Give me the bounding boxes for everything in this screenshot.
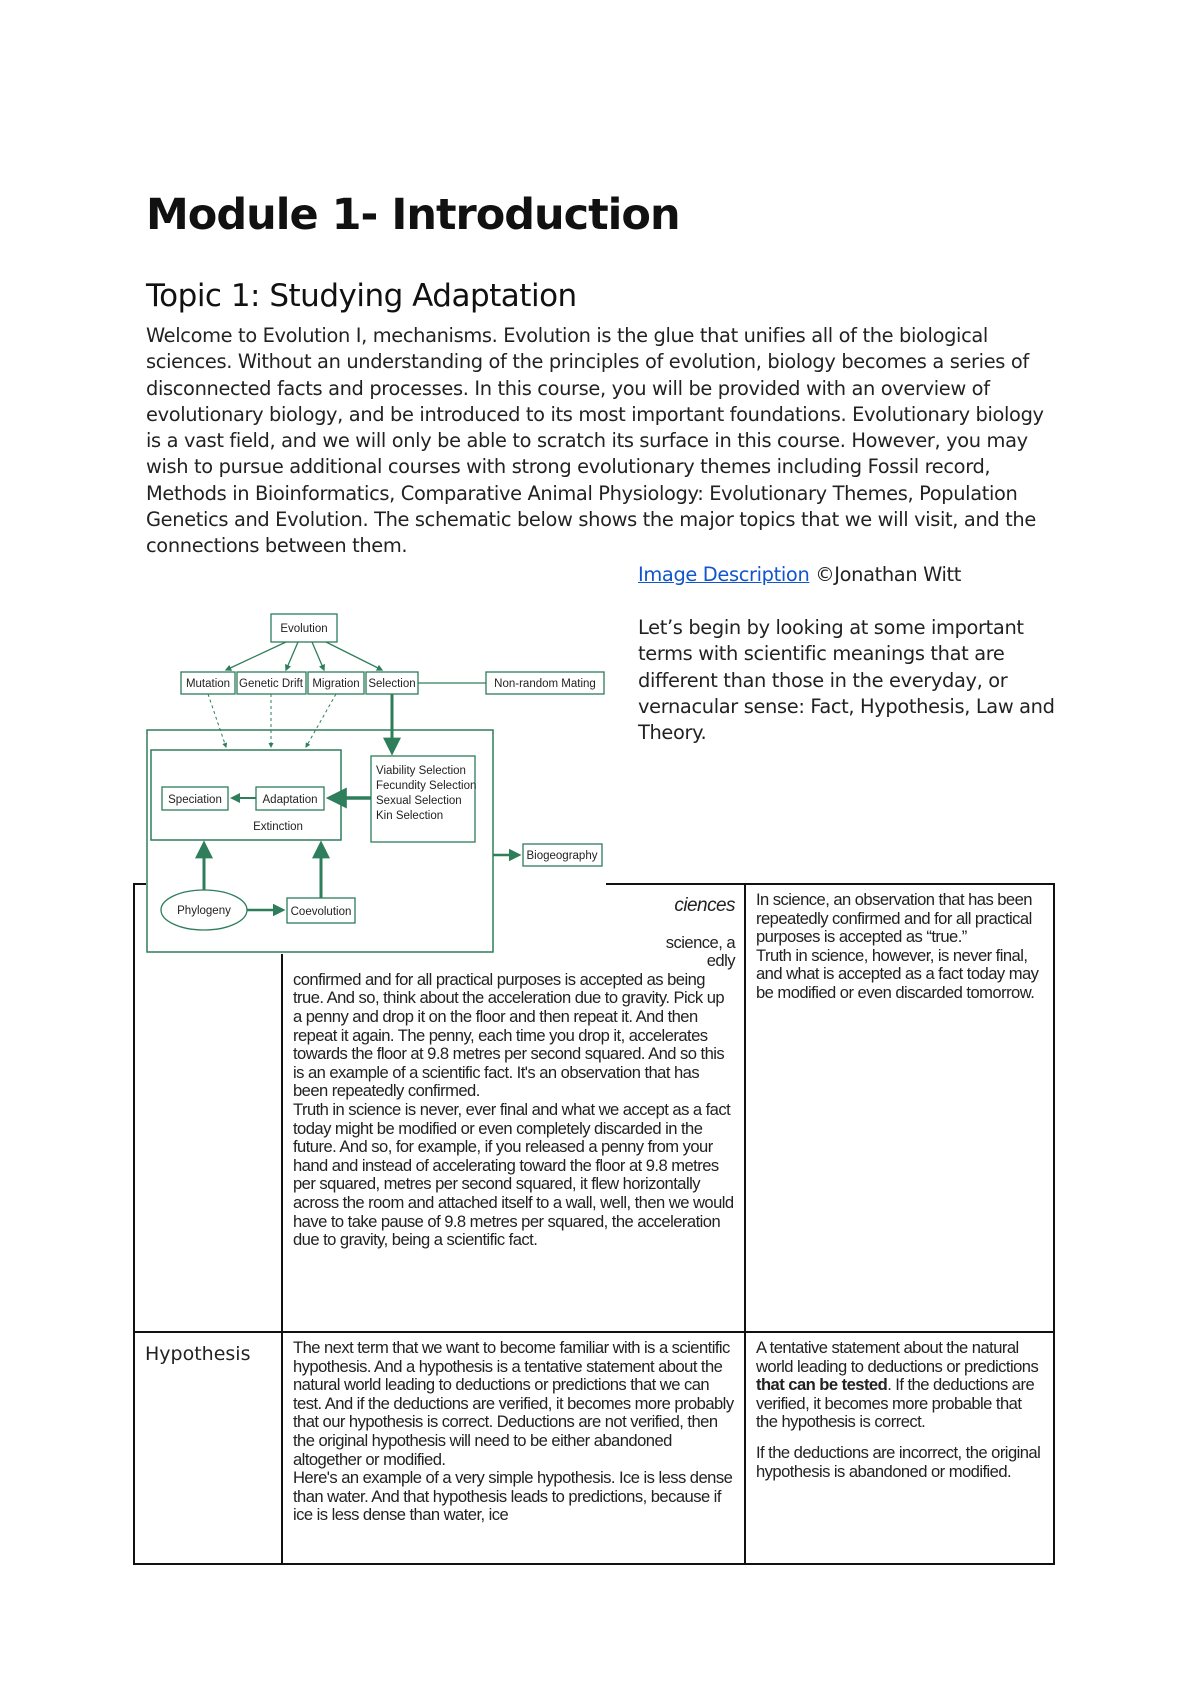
hypothesis-transcript-p1: The next term that we want to become familiar with is a scientific hypothesis. And a hypothesis is a tentative statement about the natural world leading to deductions or predictions that we can test. And if the deductions are verified, it becomes more probably that our hypothesis is correct. Deductions are not verified, then the original hypothesis will need to be either abandoned altogether or modified. — [293, 1338, 734, 1469]
page-title: Module 1- Introduction — [146, 190, 680, 240]
term-cell-hypothesis: Hypothesis — [134, 1332, 282, 1564]
fact-partial-line2: edly — [706, 951, 735, 971]
topic-heading: Topic 1: Studying Adaptation — [146, 278, 577, 314]
fact-partial-line: science, a — [665, 932, 735, 952]
label-viability-selection: Viability Selection — [376, 765, 466, 777]
terms-table — [133, 883, 1055, 1565]
label-kin-selection: Kin Selection — [376, 810, 444, 822]
label-genetic-drift: Genetic Drift — [239, 678, 303, 690]
table-row-hypothesis — [134, 1332, 1054, 1564]
hypothesis-transcript-p2: Here's an example of a very simple hypothesis. Ice is less dense than water. And that hypothesis leads to predictions, because if ice is less dense than water, ice — [293, 1468, 733, 1525]
image-credit — [638, 562, 1078, 588]
label-migration: Migration — [312, 678, 360, 690]
label-fecundity-selection: Fecundity Selection — [376, 780, 477, 792]
outer-box — [147, 730, 493, 952]
label-sexual-selection: Sexual Selection — [376, 795, 462, 807]
hypothesis-definition-p1: A tentative statement about the natural world leading to deductions or predictions that can be tested. If the deductions are verified, it becomes more probable that the hypothesis is correct. — [756, 1338, 1039, 1432]
fact-definition-p2: Truth in science, however, is never final, and what is accepted as a fact today may be modified or even discarded tomorrow. — [756, 945, 1039, 1002]
fact-definition-cell — [745, 884, 1054, 1332]
label-evolution: Evolution — [280, 623, 328, 635]
hypothesis-definition-cell — [745, 1332, 1054, 1564]
label-coevolution: Coevolution — [290, 906, 352, 918]
credit-text: ©Jonathan Witt — [815, 563, 962, 586]
evolution-schematic — [146, 604, 606, 954]
terms-intro-paragraph: Let’s begin by looking at some important terms with scientific meanings that are different than those in the everyday, or vernacular sense: Fact, Hypothesis, Law and Theory. — [638, 616, 1055, 745]
label-extinction: Extinction — [253, 821, 303, 833]
label-mutation: Mutation — [185, 678, 231, 690]
fact-transcript-p2: Truth in science is never, ever final and what we accept as a fact today might be modified or even completely discarded in the future. And so, for example, if you released a penny from your hand and instead of accelerating toward the floor at 9.8 metres per squared, metres per second squared, it flew horizontally across the room and attached itself to a wall, well, then we would have to take pause of 9.8 metres per squared, the acceleration due to gravity, being a scientific fact. — [293, 1099, 734, 1250]
label-phylogeny: Phylogeny — [177, 905, 231, 917]
fact-partial-heading: ciences — [674, 895, 735, 916]
hypothesis-video-cell — [282, 1332, 745, 1564]
intro-paragraph: Welcome to Evolution I, mechanisms. Evolution is the glue that unifies all of the biological sciences. Without an understanding of the principles of evolution, biology becomes a series of disconnected facts and processes. In this course, you will be provided with an overview of evolutionary biology, and be introduced to its most important foundations. Evolutionary biology is a vast field, and we will only be able to scratch its surface in this course. However, you may wish to pursue additional courses with strong evolutionary themes including Fossil record, Methods in Bioinformatics, Comparative Animal Physiology: Evolutionary Themes, Population Genetics and Evolution. The schematic below shows the major topics that we will visit, and the connections between them. — [146, 324, 1044, 558]
label-selection: Selection — [368, 678, 416, 690]
label-adaptation: Adaptation — [262, 794, 318, 806]
label-biogeography: Biogeography — [526, 850, 598, 862]
label-speciation: Speciation — [168, 794, 222, 806]
fact-definition-p1: In science, an observation that has been repeatedly confirmed and for all practical purposes is accepted as “true.” — [756, 890, 1032, 947]
image-description-link[interactable]: Image Description — [638, 563, 810, 586]
fact-transcript-p1: confirmed and for all practical purposes is accepted as being true. And so, think about the acceleration due to gravity. Pick up a penny and drop it on the floor and then repeat it. And then repeat it again. The penny, each time you drop it, accelerates towards the floor at 9.8 metres per second squared. And so this is an example of a scientific fact. It's an observation that has been repeatedly confirmed. — [293, 969, 725, 1101]
label-non-random-mating: Non-random Mating — [494, 678, 596, 690]
hypothesis-definition-p2: If the deductions are incorrect, the original hypothesis is abandoned or modified. — [756, 1442, 1041, 1481]
